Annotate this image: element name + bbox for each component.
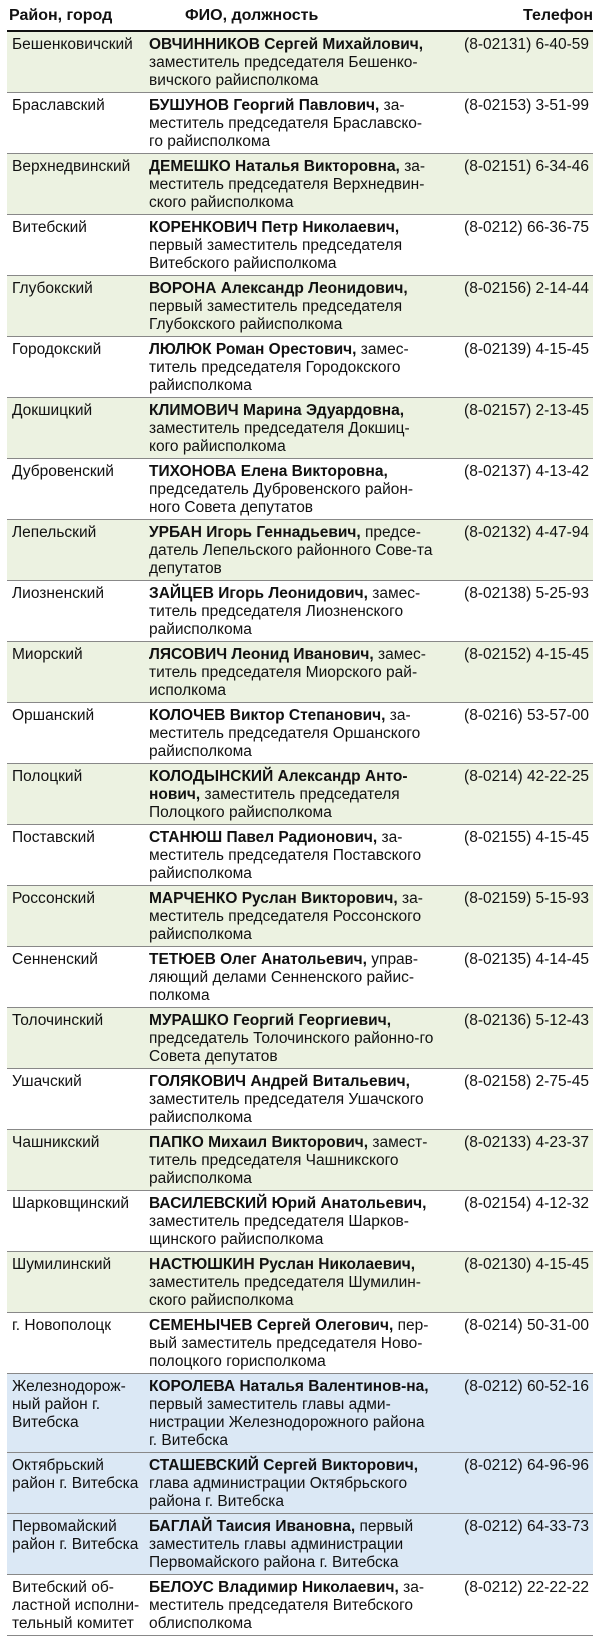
- table-row: [7, 1008, 593, 1069]
- person-name: ПАПКО Михаил Викторович,: [149, 1134, 369, 1151]
- person-position: предсе-датель Лепельского районного Сове-та депутатов: [149, 524, 433, 577]
- person-position: за-меститель председателя Витебского облисполкома: [149, 1579, 424, 1632]
- person-name: НАСТЮШКИН Руслан Николаевич,: [149, 1256, 416, 1273]
- phone-cell: (8-02135) 4-14-45: [441, 947, 593, 1008]
- person-cell: [145, 398, 441, 459]
- district-cell: Браславский: [7, 93, 145, 154]
- person-position: первый заместитель председателя Витебского райисполкома: [149, 237, 403, 272]
- person-position: глава администрации Октябрьского района г. Витебска: [149, 1475, 408, 1510]
- table-row: [7, 93, 593, 154]
- table-row: [7, 886, 593, 947]
- phone-cell: (8-0212) 66-36-75: [441, 215, 593, 276]
- phone-cell: (8-02156) 2-14-44: [441, 276, 593, 337]
- person-cell: [145, 93, 441, 154]
- district-cell: Витебский: [7, 215, 145, 276]
- person-position: замес-титель председателя Миорского рай-исполкома: [149, 646, 426, 699]
- district-cell: Чашникский: [7, 1130, 145, 1191]
- person-name: СТАШЕВСКИЙ Сергей Викторович,: [149, 1457, 419, 1474]
- phone-cell: (8-02152) 4-15-45: [441, 642, 593, 703]
- table-row: [7, 1374, 593, 1453]
- district-cell: Первомайский район г. Витебска: [7, 1514, 145, 1575]
- person-cell: [145, 520, 441, 581]
- district-cell: Россонский: [7, 886, 145, 947]
- table-row: [7, 276, 593, 337]
- person-name: ЗАЙЦЕВ Игорь Леонидович,: [149, 585, 368, 602]
- table-row: [7, 215, 593, 276]
- person-cell: [145, 642, 441, 703]
- district-cell: Верхнедвинский: [7, 154, 145, 215]
- person-cell: [145, 1313, 441, 1374]
- person-name: ОВЧИННИКОВ Сергей Михайлович,: [149, 36, 424, 53]
- header-district: Район, город: [7, 0, 145, 31]
- table-row: [7, 764, 593, 825]
- phone-cell: (8-0216) 53-57-00: [441, 703, 593, 764]
- district-cell: Городокский: [7, 337, 145, 398]
- person-position: первый заместитель председателя Глубокского райисполкома: [149, 298, 403, 333]
- phone-cell: (8-0212) 22-22-22: [441, 1575, 593, 1636]
- person-position: замес-титель председателя Лиозненского райисполкома: [149, 585, 421, 638]
- district-cell: Шарковщинский: [7, 1191, 145, 1252]
- person-name: КОРЕНКОВИЧ Петр Николаевич,: [149, 219, 400, 236]
- district-cell: Лиозненский: [7, 581, 145, 642]
- person-name: СТАНЮШ Павел Радионович,: [149, 829, 378, 846]
- phone-cell: (8-0212) 60-52-16: [441, 1374, 593, 1453]
- table-row: [7, 1191, 593, 1252]
- district-cell: Докшицкий: [7, 398, 145, 459]
- person-name: ВОРОНА Александр Леонидович,: [149, 280, 408, 297]
- person-cell: [145, 1252, 441, 1313]
- phone-cell: (8-02158) 2-75-45: [441, 1069, 593, 1130]
- district-cell: г. Новополоцк: [7, 1313, 145, 1374]
- person-position: заместитель председателя Докшиц-кого райисполкома: [149, 420, 410, 455]
- district-cell: Витебский об-ластной исполни-тельный комитет: [7, 1575, 145, 1636]
- table-row: [7, 520, 593, 581]
- phone-cell: (8-0212) 64-96-96: [441, 1453, 593, 1514]
- district-cell: Глубокский: [7, 276, 145, 337]
- district-cell: Сенненский: [7, 947, 145, 1008]
- person-cell: [145, 1191, 441, 1252]
- phone-cell: (8-02138) 5-25-93: [441, 581, 593, 642]
- district-cell: Поставский: [7, 825, 145, 886]
- phone-cell: (8-02154) 4-12-32: [441, 1191, 593, 1252]
- district-cell: Ушачский: [7, 1069, 145, 1130]
- person-name: ДЕМЕШКО Наталья Викторовна,: [149, 158, 400, 175]
- person-name: ТЕТЮЕВ Олег Анатольевич,: [149, 951, 367, 968]
- person-name: БЕЛОУС Владимир Николаевич,: [149, 1579, 399, 1596]
- person-cell: [145, 1008, 441, 1069]
- phone-cell: (8-0212) 64-33-73: [441, 1514, 593, 1575]
- person-cell: [145, 886, 441, 947]
- phone-cell: (8-02151) 6-34-46: [441, 154, 593, 215]
- person-position: заместитель председателя Полоцкого райисполкома: [149, 786, 400, 821]
- person-cell: [145, 459, 441, 520]
- person-position: за-меститель председателя Россонского райисполкома: [149, 890, 423, 943]
- phone-cell: (8-02137) 4-13-42: [441, 459, 593, 520]
- person-name: ЛЯСОВИЧ Леонид Иванович,: [149, 646, 374, 663]
- table-row: [7, 1453, 593, 1514]
- person-cell: [145, 276, 441, 337]
- person-cell: [145, 154, 441, 215]
- person-cell: [145, 703, 441, 764]
- district-cell: Миорский: [7, 642, 145, 703]
- person-position: за-меститель председателя Верхнедвин-ского райисполкома: [149, 158, 426, 211]
- person-position: за-меститель председателя Поставского райисполкома: [149, 829, 422, 882]
- header-phone: Телефон: [441, 0, 593, 31]
- table-row: [7, 581, 593, 642]
- person-position: замест-титель председателя Чашникского райисполкома: [149, 1134, 428, 1187]
- phone-cell: (8-02157) 2-13-45: [441, 398, 593, 459]
- person-name: КОЛОДЫНСКИЙ Александр Анто-нович,: [149, 768, 408, 803]
- person-position: управ-ляющий делами Сенненского райис-полкома: [149, 951, 419, 1004]
- person-cell: [145, 581, 441, 642]
- phone-cell: (8-02155) 4-15-45: [441, 825, 593, 886]
- table-row: [7, 1252, 593, 1313]
- person-name: ТИХОНОВА Елена Викторовна,: [149, 463, 388, 480]
- person-name: МАРЧЕНКО Руслан Викторович,: [149, 890, 398, 907]
- person-position: заместитель председателя Шумилин-ского райисполкома: [149, 1274, 421, 1309]
- table-row: [7, 1130, 593, 1191]
- person-position: заместитель председателя Шарков-щинского райисполкома: [149, 1213, 409, 1248]
- district-cell: Шумилинский: [7, 1252, 145, 1313]
- person-position: пер-вый заместитель председателя Ново-полоцкого горисполкома: [149, 1317, 429, 1370]
- table-row: [7, 642, 593, 703]
- phone-cell: (8-02132) 4-47-94: [441, 520, 593, 581]
- district-cell: Оршанский: [7, 703, 145, 764]
- table-row: [7, 31, 593, 93]
- table-row: [7, 947, 593, 1008]
- phone-cell: (8-02136) 5-12-43: [441, 1008, 593, 1069]
- phone-cell: (8-02159) 5-15-93: [441, 886, 593, 947]
- person-cell: [145, 1453, 441, 1514]
- person-cell: [145, 947, 441, 1008]
- district-cell: Толочинский: [7, 1008, 145, 1069]
- district-cell: Бешенковичский: [7, 31, 145, 93]
- person-position: за-меститель председателя Браславско-го райисполкома: [149, 97, 423, 150]
- person-cell: [145, 825, 441, 886]
- person-position: первый заместитель главы администрации Первомайского района г. Витебска: [149, 1518, 414, 1571]
- person-cell: [145, 1130, 441, 1191]
- table-row: [7, 154, 593, 215]
- phone-cell: (8-0214) 50-31-00: [441, 1313, 593, 1374]
- person-name: ГОЛЯКОВИЧ Андрей Витальевич,: [149, 1073, 410, 1090]
- district-cell: Октябрьский район г. Витебска: [7, 1453, 145, 1514]
- phone-cell: (8-02133) 4-23-37: [441, 1130, 593, 1191]
- table-row: [7, 1575, 593, 1636]
- district-cell: Полоцкий: [7, 764, 145, 825]
- district-cell: Лепельский: [7, 520, 145, 581]
- header-row: [7, 0, 593, 31]
- person-cell: [145, 215, 441, 276]
- table-row: [7, 1514, 593, 1575]
- person-name: МУРАШКО Георгий Георгиевич,: [149, 1012, 392, 1029]
- phone-cell: (8-02131) 6-40-59: [441, 31, 593, 93]
- person-position: первый заместитель главы адми-нистрации Железнодорожного района г. Витебска: [149, 1396, 425, 1449]
- person-position: председатель Толочинского районно-го Совета депутатов: [149, 1030, 434, 1065]
- person-cell: [145, 31, 441, 93]
- person-cell: [145, 1514, 441, 1575]
- person-cell: [145, 1374, 441, 1453]
- person-position: заместитель председателя Бешенко-вичского райисполкома: [149, 54, 418, 89]
- person-name: КОРОЛЕВА Наталья Валентинов-на,: [149, 1378, 429, 1395]
- table-row: [7, 398, 593, 459]
- phone-cell: (8-0214) 42-22-25: [441, 764, 593, 825]
- person-name: БАГЛАЙ Таисия Ивановна,: [149, 1518, 356, 1535]
- phone-cell: (8-02130) 4-15-45: [441, 1252, 593, 1313]
- person-cell: [145, 764, 441, 825]
- table-row: [7, 337, 593, 398]
- district-cell: Дубровенский: [7, 459, 145, 520]
- table-row: [7, 459, 593, 520]
- person-name: ВАСИЛЕВСКИЙ Юрий Анатольевич,: [149, 1195, 427, 1212]
- person-cell: [145, 1069, 441, 1130]
- person-name: ЛЮЛЮК Роман Орестович,: [149, 341, 357, 358]
- person-cell: [145, 337, 441, 398]
- person-name: СЕМЕНЫЧЕВ Сергей Олегович,: [149, 1317, 394, 1334]
- table-row: [7, 1069, 593, 1130]
- table-row: [7, 1313, 593, 1374]
- phone-cell: (8-02139) 4-15-45: [441, 337, 593, 398]
- person-position: замес-титель председателя Городокского райисполкома: [149, 341, 409, 394]
- table-row: [7, 703, 593, 764]
- person-position: председатель Дубровенского район-ного Совета депутатов: [149, 481, 414, 516]
- person-name: УРБАН Игорь Геннадьевич,: [149, 524, 361, 541]
- person-cell: [145, 1575, 441, 1636]
- district-cell: Железнодорож-ный район г. Витебска: [7, 1374, 145, 1453]
- person-name: КЛИМОВИЧ Марина Эдуардовна,: [149, 402, 405, 419]
- table-row: [7, 825, 593, 886]
- header-person: ФИО, должность: [145, 0, 441, 31]
- person-name: БУШУНОВ Георгий Павлович,: [149, 97, 380, 114]
- contacts-table: [7, 0, 593, 1636]
- person-name: КОЛОЧЕВ Виктор Степанович,: [149, 707, 386, 724]
- person-position: за-меститель председателя Оршанского райисполкома: [149, 707, 421, 760]
- person-position: заместитель председателя Ушачского райисполкома: [149, 1091, 424, 1126]
- phone-cell: (8-02153) 3-51-99: [441, 93, 593, 154]
